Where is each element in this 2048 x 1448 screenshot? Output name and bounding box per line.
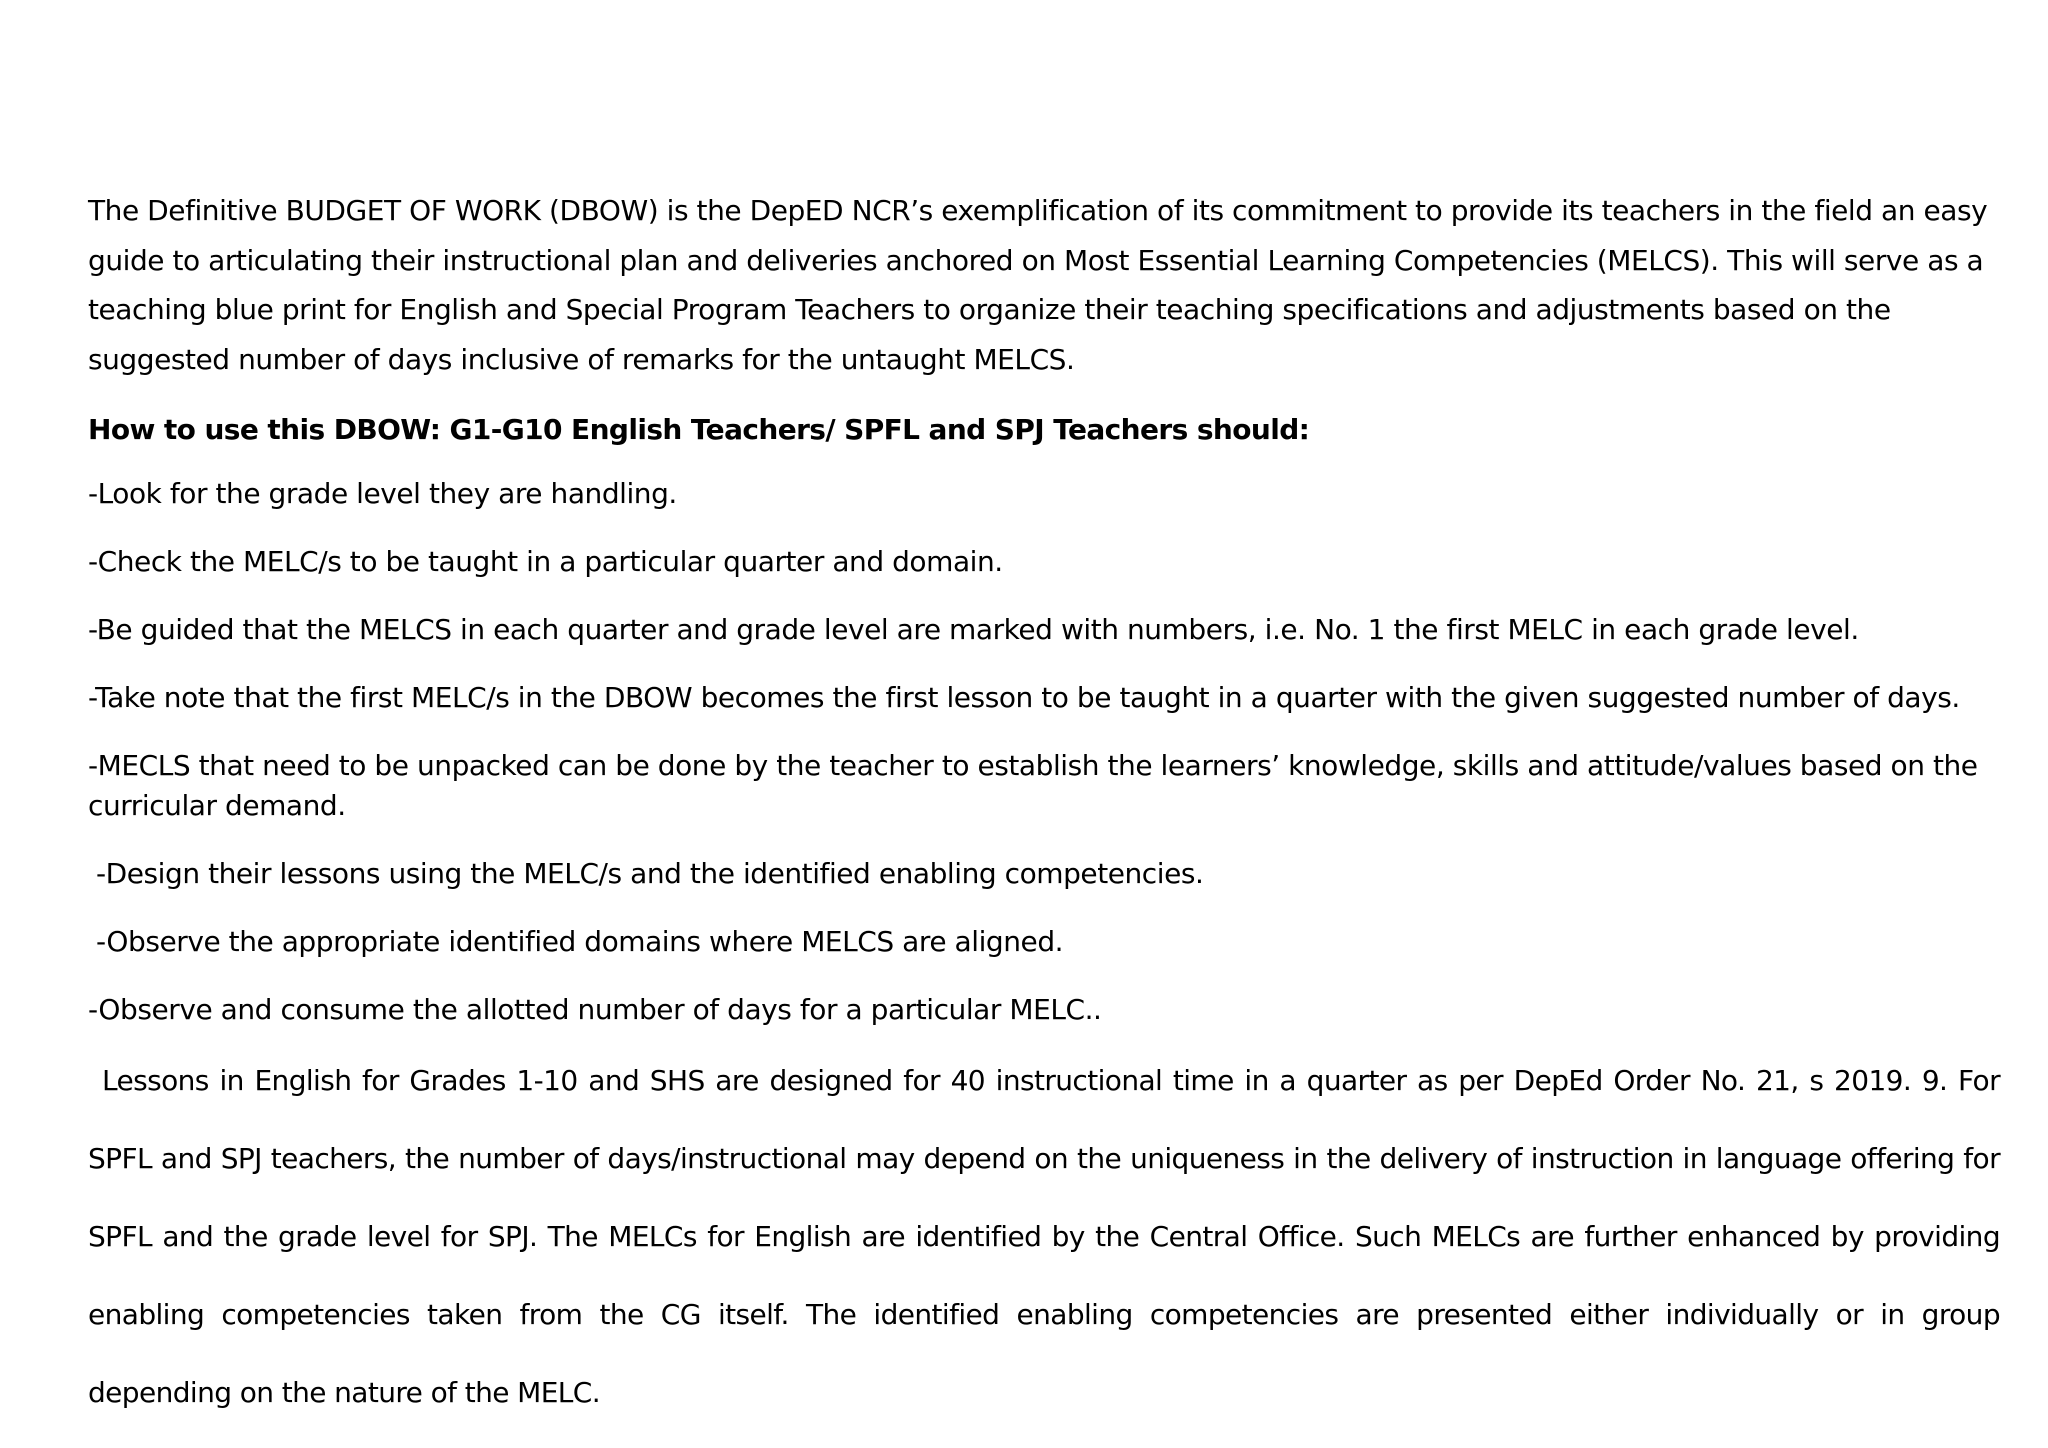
document-page xyxy=(88,186,2000,1432)
instruction-item: -Look for the grade level they are handling. xyxy=(88,477,677,510)
instruction-item: -Be guided that the MELCS in each quarter and grade level are marked with numbers, i.e. No. 1 the first MELC in each grade level. xyxy=(88,613,1859,646)
instruction-item: -Observe and consume the allotted number of days for a particular MELC.. xyxy=(88,993,1102,1026)
instructions-heading: How to use this DBOW: G1-G10 English Teachers/ SPFL and SPJ Teachers should: xyxy=(88,413,1310,446)
intro-paragraph: The Definitive BUDGET OF WORK (DBOW) is the DepED NCR’s exemplification of its commitment to provide its teachers in the field an easy guide to articulating their instructional plan and deliveries anchored on Most Essential Learning Competencies (MELCS). This will serve as a teaching blue print for English and Special Program Teachers to organize their teaching specifications and adjustments based on the suggested number of days inclusive of remarks for the untaught MELCS. xyxy=(88,194,1988,376)
instruction-item: -Design their lessons using the MELC/s and the identified enabling competencies. xyxy=(96,857,1204,890)
closing-text: Lessons in English for Grades 1-10 and SHS are designed for 40 instructional time in a quarter as per DepEd Order No. 21, s 2019. 9. For SPFL and SPJ teachers, the number of days/instructional may depend on the uniqueness in the delivery of instruction in language offering for SPFL and the grade level for SPJ. The MELCs for English are identified by the Central Office. Such MELCs are further enhanced by providing enabling competencies taken from the CG itself. The identified enabling competencies are presented either individually or in group depending on the nature of the MELC. xyxy=(88,1064,2000,1409)
instruction-item: -Check the MELC/s to be taught in a particular quarter and domain. xyxy=(88,545,1003,578)
instruction-item: -Take note that the first MELC/s in the DBOW becomes the first lesson to be taught in a quarter with the given suggested number of days. xyxy=(88,681,1960,714)
closing-paragraph xyxy=(88,1042,2000,1432)
instruction-item: -MECLS that need to be unpacked can be done by the teacher to establish the learners’ knowledge, skills and attitude/values based on the curricular demand. xyxy=(88,749,1978,822)
instruction-item: -Observe the appropriate identified domains where MELCS are aligned. xyxy=(96,925,1064,958)
